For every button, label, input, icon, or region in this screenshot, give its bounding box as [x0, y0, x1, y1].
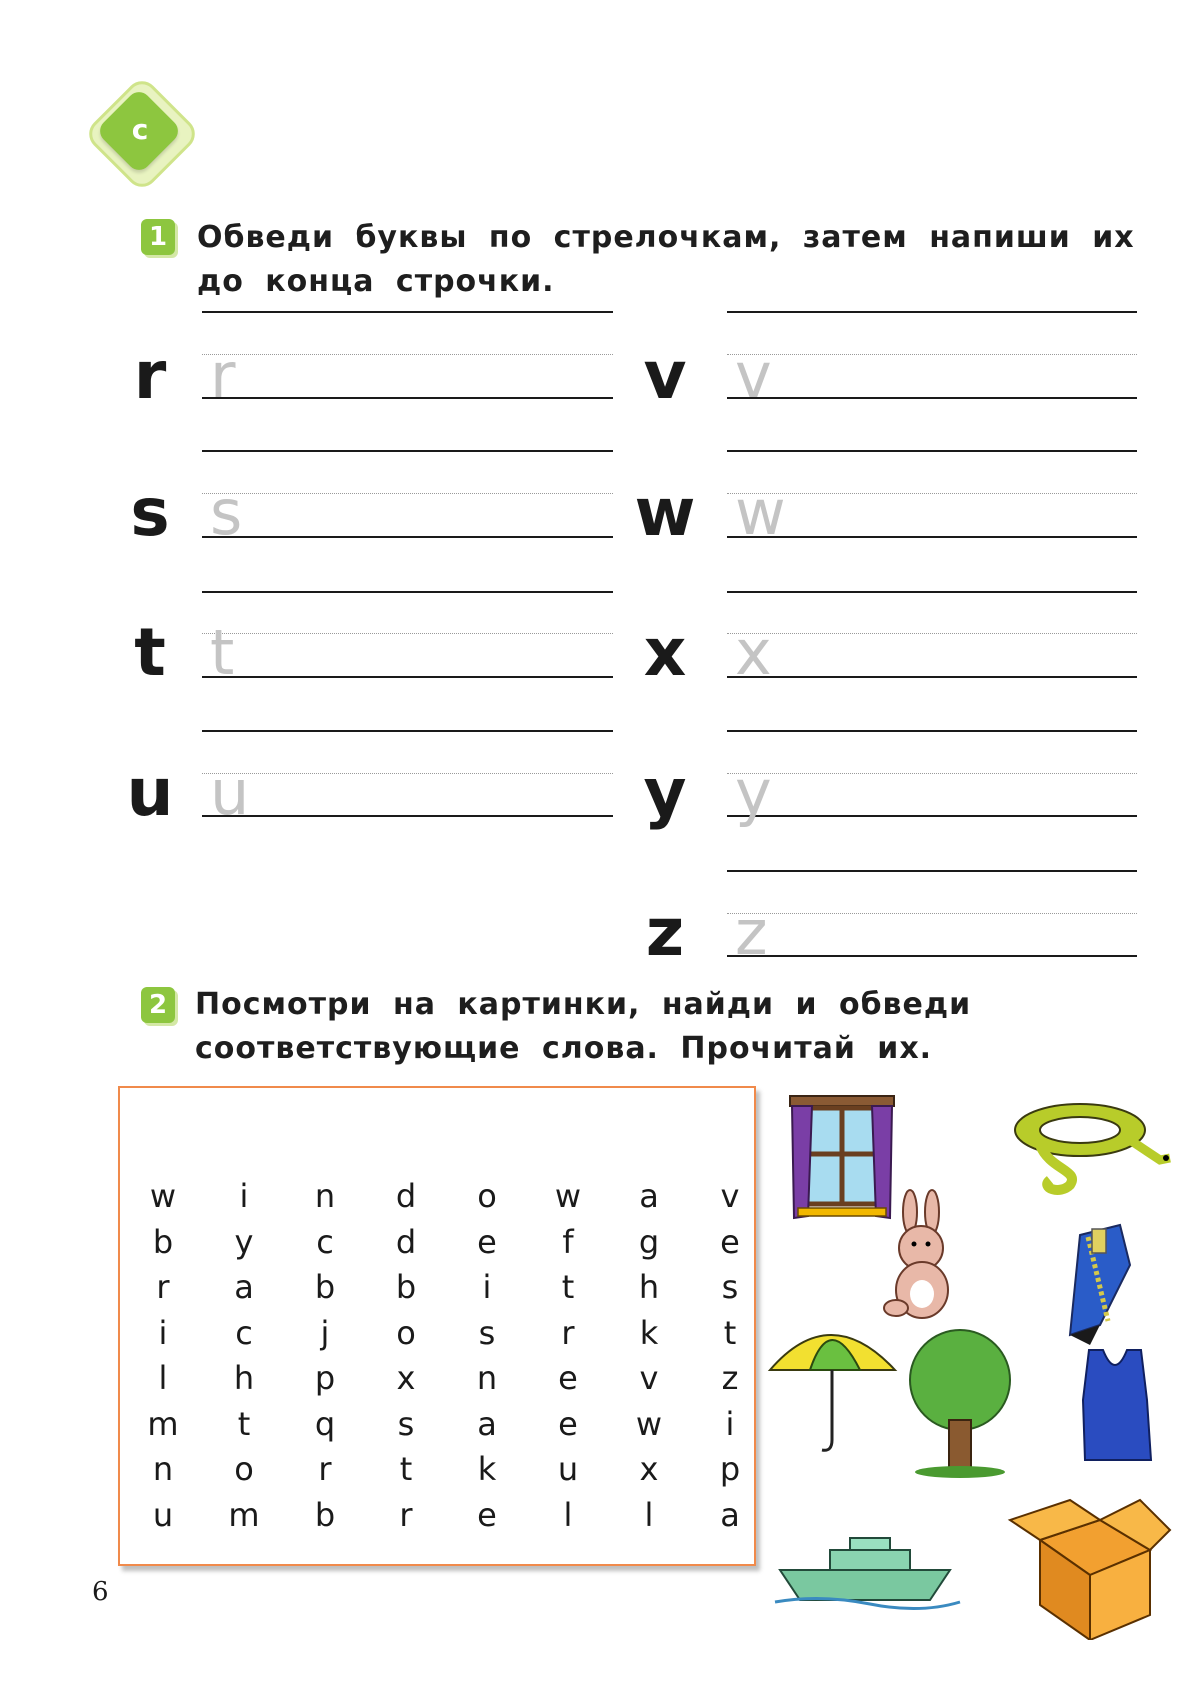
grid-letter: t: [237, 1404, 251, 1443]
vest-picture: [1083, 1350, 1151, 1460]
grid-letter: s: [397, 1404, 415, 1443]
task-1-instruction-line-1: Обведи буквы по стрелочкам, затем напиши их: [197, 220, 1135, 255]
grid-letter: t: [723, 1313, 737, 1352]
grid-letter: x: [639, 1450, 659, 1488]
grid-letter: i: [482, 1268, 492, 1306]
grid-letter: c: [235, 1313, 253, 1352]
snake-picture: [1015, 1104, 1170, 1190]
grid-letter: c: [316, 1222, 334, 1261]
trace-letter-t: t: [210, 616, 235, 689]
grid-letter: h: [638, 1268, 660, 1306]
grid-letter: q: [314, 1404, 336, 1443]
grid-letter: i: [725, 1404, 735, 1443]
grid-letter: h: [233, 1359, 255, 1397]
model-letter-r: r: [133, 337, 167, 414]
pictures-panel: [760, 1080, 1180, 1640]
trace-letter-z: z: [735, 896, 768, 969]
trace-letter-v: v: [735, 339, 772, 412]
grid-letter: j: [320, 1313, 330, 1352]
model-letter-x: x: [643, 614, 687, 691]
model-letter-v: v: [643, 337, 687, 414]
trace-letter-s: s: [210, 476, 243, 549]
grid-letter: i: [239, 1177, 249, 1215]
model-letter-t: t: [134, 614, 166, 691]
trace-letter-y: y: [735, 756, 772, 829]
grid-letter: s: [478, 1313, 496, 1352]
zip-picture: [1070, 1225, 1130, 1345]
grid-letter: z: [721, 1359, 739, 1397]
trace-letter-x: x: [735, 616, 772, 689]
grid-letter: e: [477, 1495, 497, 1534]
task-2-number: 2: [141, 987, 175, 1023]
model-letter-z: z: [645, 894, 685, 971]
grid-letter: w: [149, 1177, 177, 1215]
grid-letter: f: [562, 1222, 574, 1261]
yacht-picture: [775, 1538, 960, 1609]
grid-letter: a: [639, 1177, 659, 1215]
grid-letter: b: [395, 1268, 417, 1306]
grid-letter: n: [152, 1450, 174, 1488]
grid-letter: b: [152, 1222, 174, 1261]
model-letter-w: w: [634, 474, 696, 551]
task-2-instruction-line-2: соответствующие слова. Прочитай их.: [195, 1031, 933, 1066]
page-number: 6: [92, 1577, 109, 1607]
grid-letter: m: [228, 1495, 260, 1534]
grid-letter: k: [477, 1450, 497, 1488]
trace-letter-w: w: [735, 476, 786, 549]
grid-letter: l: [563, 1495, 573, 1534]
grid-letter: b: [314, 1495, 336, 1534]
grid-letter: v: [639, 1359, 659, 1397]
task-2-instruction-line-1: Посмотри на картинки, найди и обведи: [195, 987, 972, 1022]
grid-letter: a: [234, 1268, 254, 1306]
grid-letter: k: [639, 1313, 659, 1352]
grid-letter: y: [234, 1222, 254, 1261]
grid-letter: g: [638, 1222, 660, 1261]
grid-letter: m: [147, 1404, 179, 1443]
model-letter-u: u: [126, 754, 174, 831]
trace-letter-r: r: [210, 339, 236, 412]
window-picture: [790, 1096, 894, 1218]
grid-letter: n: [476, 1359, 498, 1397]
grid-letter: r: [399, 1495, 413, 1534]
grid-letter: t: [561, 1268, 575, 1306]
model-letter-y: y: [643, 754, 687, 831]
grid-letter: d: [395, 1177, 417, 1215]
grid-letter: u: [152, 1495, 174, 1534]
grid-letter: v: [720, 1177, 740, 1215]
section-letter: c: [131, 113, 149, 146]
grid-letter: n: [314, 1177, 336, 1215]
grid-letter: d: [395, 1222, 417, 1261]
box-picture: [1010, 1500, 1170, 1640]
grid-letter: t: [399, 1450, 413, 1488]
grid-letter: p: [719, 1450, 741, 1488]
grid-letter: a: [720, 1495, 740, 1534]
grid-letter: e: [558, 1404, 578, 1443]
umbrella-picture: [770, 1335, 895, 1450]
task-1-instruction-line-2: до конца строчки.: [197, 264, 555, 299]
grid-letter: b: [314, 1268, 336, 1306]
grid-letter: l: [158, 1359, 168, 1397]
grid-letter: e: [477, 1222, 497, 1261]
grid-letter: e: [720, 1222, 740, 1261]
grid-letter: e: [558, 1359, 578, 1397]
word-search-grid: [118, 1086, 756, 1566]
grid-letter: a: [477, 1404, 497, 1443]
grid-letter: i: [158, 1313, 168, 1352]
tree-picture: [910, 1330, 1010, 1478]
rabbit-picture: [884, 1190, 948, 1318]
model-letter-s: s: [130, 474, 170, 551]
grid-letter: p: [314, 1359, 336, 1397]
grid-letter: r: [318, 1450, 332, 1488]
task-1-number: 1: [141, 219, 175, 255]
grid-letter: x: [396, 1359, 416, 1397]
grid-letter: w: [554, 1177, 582, 1215]
grid-letter: w: [635, 1404, 663, 1443]
grid-letter: o: [477, 1177, 497, 1215]
grid-letter: r: [561, 1313, 575, 1352]
grid-letter: u: [557, 1450, 579, 1488]
grid-letter: o: [396, 1313, 416, 1352]
grid-letter: s: [721, 1268, 739, 1306]
grid-letter: o: [234, 1450, 254, 1488]
grid-letter: r: [156, 1268, 170, 1306]
grid-letter: l: [644, 1495, 654, 1534]
trace-letter-u: u: [210, 756, 250, 829]
